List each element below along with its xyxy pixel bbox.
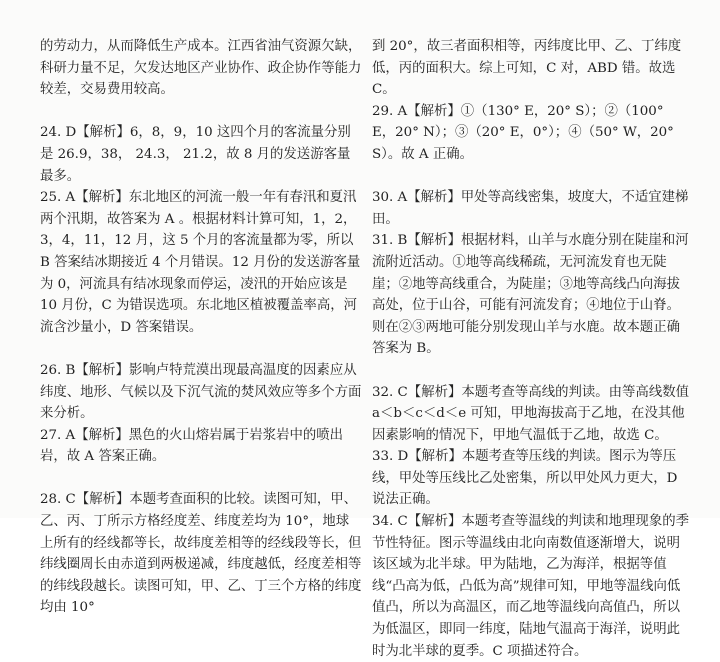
answer-34: 34. C【解析】本题考查等温线的判读和地理现象的季节性特征。图示等温线由北向南数值逐渐增大，说明该区域为北半球。甲为陆地，乙为海洋，根据等值线“凸高为低，凸低为高”规律可知，甲地等温线向低值凸，所以为高温区，而乙地等温线向高值凸，所以为低温区，即同一纬度，陆地气温高于海洋，说明此时为北半球的夏季。C 项描述符合。 (372, 514, 689, 659)
answer-31: 31. B【解析】根据材料，山羊与水鹿分别在陡崖和河流附近活动。①地等高线稀疏，无河流发育也无陡崖；②地等高线重合，为陡崖；③地等高线凸向海拔高处，位于山谷，可能有河流发育；④地位于山脊。则在②③两地可能分别发现山羊与水鹿。故本题正确答案为 B。 (372, 233, 689, 357)
answer-33: 33. D【解析】本题考查等压线的判读。图示为等压线，甲处等压线比乙处密集，所以甲处风力更大，D 说法正确。 (372, 449, 678, 508)
answer-27: 27. A【解析】黑色的火山熔岩属于岩浆岩中的喷出岩，故 A 答案正确。 (40, 427, 344, 465)
answer-28-continued: 到 20°，故三者面积相等，丙纬度比甲、乙、丁纬度低，丙的面积大。综上可知，C 对，ABD 错。故选 C。 (372, 39, 682, 98)
answer-28: 28. C【解析】本题考查面积的比较。读图可知，甲、乙、丙、丁所示方格经度差、纬度差均为 10°，地球上所有的经线都等长，故纬度差相等的经线段等长，但纬线圈周长由赤道到两极递减，纬度越低，经度差相等的纬线段越长。读图可知，甲、乙、丁三个方格的纬度均由 10° (40, 492, 362, 616)
answer-30: 30. A【解析】甲处等高线密集，坡度大，不适宜建梯田。 (372, 190, 689, 227)
answer-26: 26. B【解析】影响卢特荒漠出现最高温度的因素应从纬度、地形、气候以及下沉气流的焚风效应等多个方面来分析。 (40, 362, 362, 422)
spacer (372, 166, 690, 188)
right-column (372, 36, 690, 662)
spacer (40, 101, 362, 123)
answer-24: 24. D【解析】6，8，9，10 这四个月的客流量分别是 26.9，38， 24.3， 21.2，故 8 月的发送游客量最多。 (40, 125, 351, 184)
answer-32: 32. C【解析】本题考查等高线的判读。由等高线数值 a＜b＜c＜d＜e 可知，甲地海拔高于乙地，在没其他因素影响的情况下，甲地气温低于乙地，故选 C。 (372, 384, 689, 443)
spacer (40, 338, 362, 360)
answer-25: 25. A【解析】东北地区的河流一般一年有春汛和夏汛两个汛期，故答案为 A 。根据材料计算可知，1，2，3，4，11，12 月，这 5 个月的客流量都为零，所以 B 答案结冰期接近 4 个月错误。12 月份的发送游客量为 0，河流具有结冰现象而停运，凌汛的开始应该是 10 月份，C 为错误选项。东北地区植被覆盖率高，河流含沙量小，D 答案错误。 (40, 190, 361, 335)
spacer (372, 360, 690, 382)
answer-29: 29. A【解析】①（130° E，20° S）；②（100° E，20° N）；③（20° E，0°）；④（50° W，20° S）。故 A 正确。 (372, 103, 674, 162)
paragraph-intro: 的劳动力，从而降低生产成本。江西省油气资源欠缺，科研力量不足，欠发达地区产业协作、政企协作等能力较差，交易费用较高。 (40, 39, 362, 98)
left-column (40, 36, 362, 619)
spacer (40, 468, 362, 490)
